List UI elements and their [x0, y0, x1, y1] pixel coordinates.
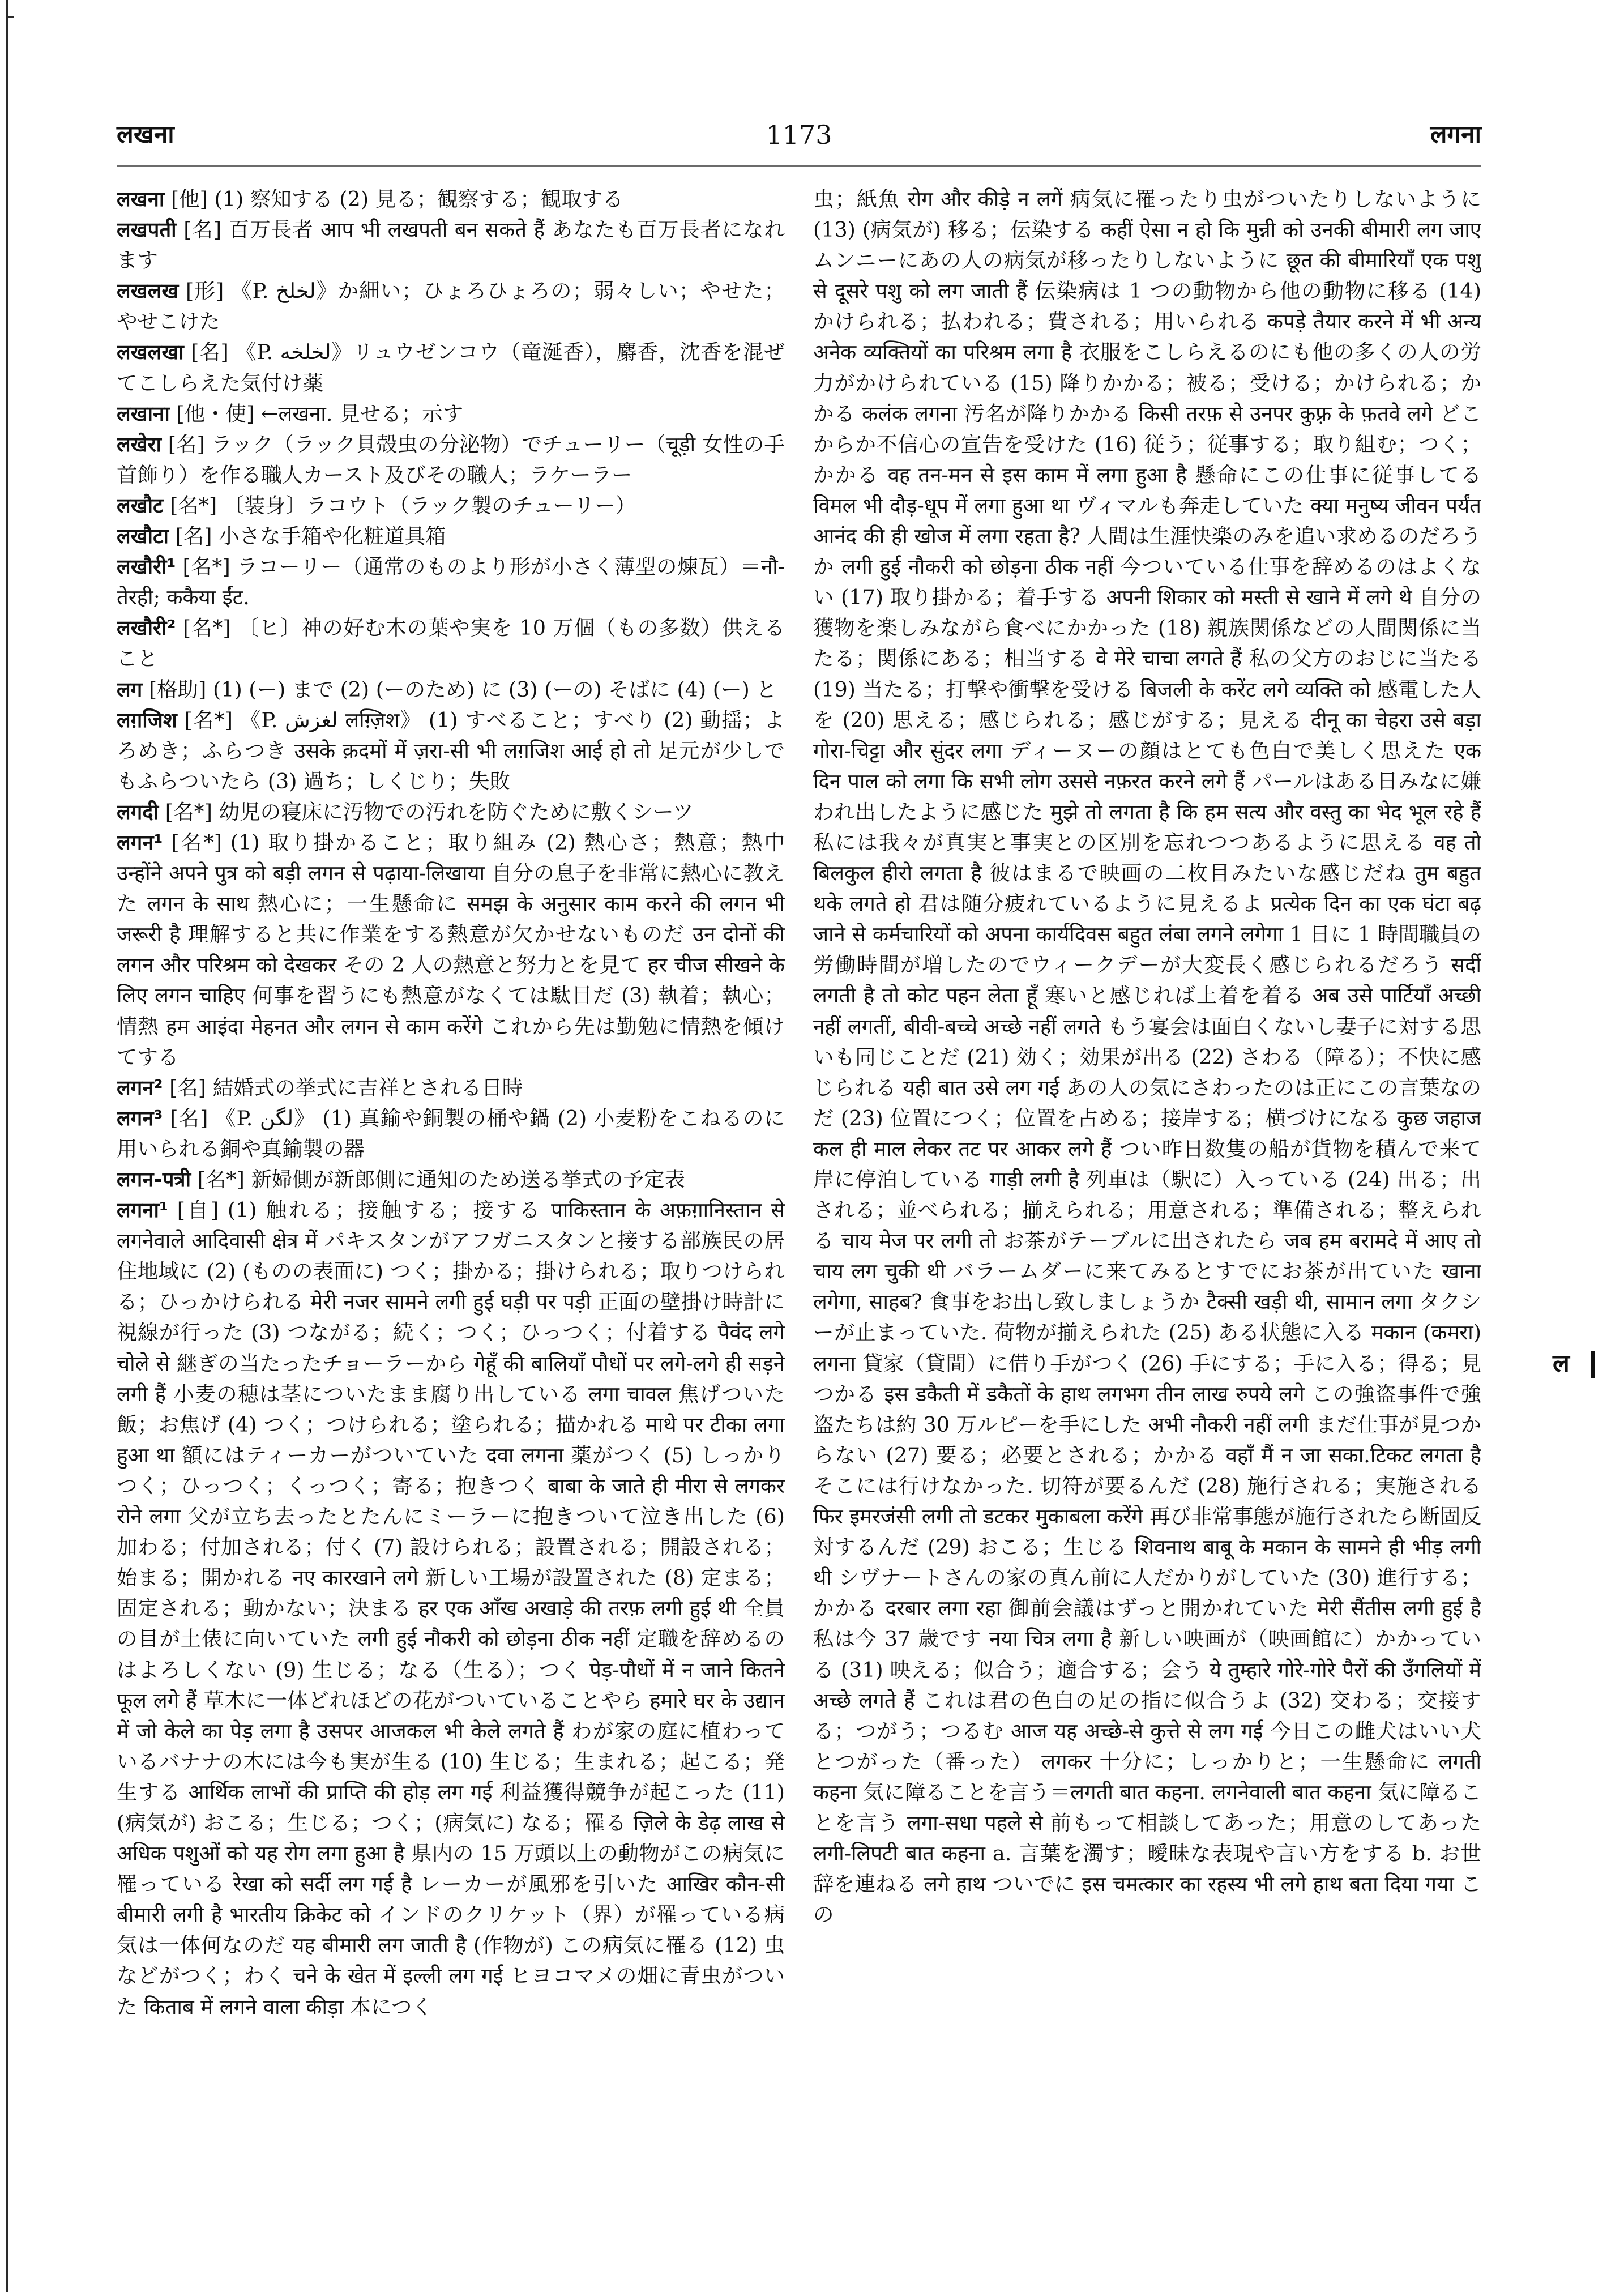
headword: लखना: [117, 187, 165, 211]
dictionary-entry: लगन³ [名] 《P. لگن》 (1) 真鍮や銅製の桶や鍋 (2) 小麦粉をこねるのに用いられる銅や真鍮製の器: [117, 1106, 785, 1161]
headword: लगन¹: [117, 830, 163, 855]
dictionary-entry: लगन¹ [名*] (1) 取り掛かること；取り組み (2) 熱心さ；熱意；熱中 उन्होंने अपने पुत्र को बड़ी लगन से पढ़ाया-लिखाया 自分の息子を非常に熱心に教えた लगन के साथ 熱心に；一生懸命に समझ के अनुसार काम करने की लगन भी जरूरी है 理解すると共に作業をする熱意が欠かせないものだ उन दोनों की लगन और परिश्रम को देखकर その 2 人の熱意と努力とを見て हर चीज सीखने के लिए लगन चाहिए 何事を習うにも熱意がなくては駄目だ (3) 執着；執心；情熱 हम आइंदा मेहनत और लगन से काम करेंगे これから先は勤勉に情熱を傾けてする: [117, 830, 785, 1069]
scan-tick: [6, 16, 14, 18]
headword: लगदी: [117, 799, 159, 824]
headword: लग: [117, 677, 143, 702]
dictionary-entry: लगन-पत्री [名*] 新婦側が新郎側に通知のため送る挙式の予定表: [117, 1167, 685, 1192]
headword: लगन³: [117, 1106, 163, 1130]
dictionary-entry: लखना [他] (1) 察知する (2) 見る；観察する；観取する: [117, 187, 623, 211]
dictionary-entry: लगना¹ [自] (1) 触れる；接触する；接する पाकिस्तान के अफ़ग़ानिस्तान से लगनेवाले आदिवासी क्षेत्र में パキスタンがアフガニスタンと接する部族民の居住地域に (2) (ものの表面に) つく；掛かる；掛けられる；取りつけられる；ひっかけられる मेरी नजर सामने लगी हुई घड़ी पर पड़ी 正面の壁掛け時計に視線が行った (3) つながる；続く；つく；ひっつく；付着する पैवंद लगे चोले से 継ぎの当たったチョーラーから गेहूँ की बालियाँ पौधों पर लगे-लगे ही सड़ने लगी हैं 小麦の穂は茎についたまま腐り出している लगा चावल 焦げついた飯；お焦げ (4) つく；つけられる；塗られる；描かれる माथे पर टीका लगा हुआ था 額にはティーカーがついていた दवा लगना 薬がつく (5) しっかりつく；ひっつく；くっつく；寄る；抱きつく बाबा के जाते ही मीरा से लगकर रोने लगा 父が立ち去ったとたんにミーラーに抱きついて泣き出した (6) 加わる；付加される；付く (7) 設けられる；設置される；開設される；始まる；開かれる नए कारखाने लगे 新しい工場が設置された (8) 定まる；固定される；動かない；決まる हर एक आँख अखाड़े की तरफ़ लगी हुई थी 全員の目が土俵に向いていた लगी हुई नौकरी को छोड़ना ठीक नहीं 定職を辞めるのはよろしくない (9) 生じる；なる（生る）；つく पेड़-पौधों में न जाने कितने फूल लगे हैं 草木に一体どれほどの花がついていることやら हमारे घर के उद्यान में जो केले का पेड़ लगा है उसपर आजकल भी केले लगते हैं わが家の庭に植わっているバナナの木には今も実が生る (10) 生じる；生まれる；起こる；発生する आर्थिक लाभों की प्राप्ति की होड़ लग गई 利益獲得競争が起こった (11) (病気が) おこる；生じる；つく；(病気に) なる；罹る ज़िले के डेढ़ लाख से अधिक पशुओं को यह रोग लगा हुआ है 県内の 15 万頭以上の動物がこの病気に罹っている रेखा को सर्दी लग गई है レーカーが風邪を引いた आखिर कौन-सी बीमारी लगी है भारतीय क्रिकेट को インドのクリケット（界）が罹っている病気は一体何なのだ यह बीमारी लग जाती है (作物が) この病気に罹る (12) 虫などがつく；わく चने के खेत में इल्ली लग गई ヒヨコマメの畑に青虫がついた किताब में लगने वाला कीड़ा 本につく: [117, 1198, 785, 2019]
dictionary-entry: लगदी [名*] 幼児の寝床に汚物での汚れを防ぐために敷くシーツ: [117, 799, 694, 824]
dictionary-entry: लखाना [他・使] ←लखना. 見せる；示す: [117, 401, 464, 426]
thumb-index-bar: [1591, 1351, 1595, 1378]
headword: लखलखा: [117, 340, 184, 365]
headword: लखपती: [117, 217, 177, 242]
page-number: 1173: [766, 119, 832, 150]
headword: लखलख: [117, 279, 179, 304]
left-column: [117, 184, 785, 2251]
dictionary-entry: लखलख [形] 《P. لخلخ》か細い；ひょろひょろの；弱々しい；やせた；やせこけた: [117, 279, 785, 334]
page-header: [117, 112, 1481, 157]
dictionary-entry: लखौरी² [名*] 〔ヒ〕神の好む木の葉や実を 10 万個（もの多数）供えること: [117, 616, 785, 671]
thumb-index-letter: ल: [1553, 1349, 1570, 1378]
right-column: [813, 184, 1481, 2251]
headword: लगना¹: [117, 1198, 168, 1223]
headword: लखेरा: [117, 432, 161, 456]
headword: लखौरी¹: [117, 554, 176, 579]
headword: लखाना: [117, 401, 170, 426]
headword: लखौट: [117, 493, 164, 518]
dictionary-entry: लखौटा [名] 小さな手箱や化粧道具箱: [117, 524, 446, 549]
headword: लखौरी²: [117, 616, 176, 641]
running-head-left: लखना: [117, 120, 174, 149]
dictionary-entry: लखौरी¹ [名*] ラコーリー（通常のものより形が小さく薄型の煉瓦）＝नौ-तेरही; ककैया ईंट.: [117, 554, 785, 610]
dictionary-entry: लग [格助] (1) (ー) まで (2) (ーのため) に (3) (ーの) そばに (4) (ー) と: [117, 677, 777, 702]
scan-edge: [6, 0, 8, 2292]
headword: लगन-पत्री: [117, 1167, 191, 1192]
headword: लखौटा: [117, 524, 169, 549]
dictionary-entry: 虫；紙魚 रोग और कीड़े न लगें 病気に罹ったり虫がついたりしないように (13) (病気が) 移る；伝染する कहीं ऐसा न हो कि मुन्नी को उनकी बीमारी लग जाए ムンニーにあの人の病気が移ったりしないように छूत की बीमारियाँ एक पशु से दूसरे पशु को लग जाती हैं 伝染病は 1 つの動物から他の動物に移る (14) かけられる；払われる；費される；用いられる कपड़े तैयार करने में भी अन्य अनेक व्यक्तियों का परिश्रम लगा है 衣服をこしらえるのにも他の多くの人の労力がかけられている (15) 降りかかる；被る；受ける；かけられる；かかる कलंक लगना 汚名が降りかかる किसी तरफ़ से उनपर कुफ़्र के फ़तवे लगे どこからか不信心の宣告を受けた (16) 従う；従事する；取り組む；つく；かかる वह तन-मन से इस काम में लगा हुआ है 懸命にこの仕事に従事してる विमल भी दौड़-धूप में लगा हुआ था ヴィマルも奔走していた क्या मनुष्य जीवन पर्यंत आनंद की ही खोज में लगा रहता है? 人間は生涯快楽のみを追い求めるのだろうか लगी हुई नौकरी को छोड़ना ठीक नहीं 今ついている仕事を辞めるのはよくない (17) 取り掛かる；着手する अपनी शिकार को मस्ती से खाने में लगे थे 自分の獲物を楽しみながら食べにかかった (18) 親族関係などの人間関係に当たる；関係にある；相当する वे मेरे चाचा लगते हैं 私の父方のおじに当たる (19) 当たる；打撃や衝撃を受ける बिजली के करेंट लगे व्यक्ति को 感電した人を (20) 思える；感じられる；感じがする；見える दीनू का चेहरा उसे बड़ा गोरा-चिट्टा और सुंदर लगा ディーヌーの顔はとても色白で美しく思えた एक दिन पाल को लगा कि सभी लोग उससे नफ़रत करने लगे हैं パールはある日みなに嫌われ出したように感じた मुझे तो लगता है कि हम सत्य और वस्तु का भेद भूल रहे हैं 私には我々が真実と事実との区別を忘れつつあるように思える वह तो बिलकुल हीरो लगता है 彼はまるで映画の二枚目みたいな感じだね तुम बहुत थके लगते हो 君は随分疲れているように見えるよ प्रत्येक दिन का एक घंटा बढ़ जाने से कर्मचारियों को अपना कार्यदिवस बहुत लंबा लगने लगेगा 1 日に 1 時間職員の労働時間が増したのでウィークデーが大変長く感じられるだろう सर्दी लगती है तो कोट पहन लेता हूँ 寒いと感じれば上着を着る अब उसे पार्टियाँ अच्छी नहीं लगतीं, बीवी-बच्चे अच्छे नहीं लगते もう宴会は面白くないし妻子に対する思いも同じことだ (21) 効く；効果が出る (22) さわる（障る）；不快に感じられる यही बात उसे लग गई あの人の気にさわったのは正にこの言葉なのだ (23) 位置につく；位置を占める；接岸する；横づけになる कुछ जहाज कल ही माल लेकर तट पर आकर लगे हैं つい昨日数隻の船が貨物を積んで来て岸に停泊している गाड़ी लगी है 列車は（駅に）入っている (24) 出る；出される；並べられる；揃えられる；用意される；準備される；整えられる चाय मेज पर लगी तो お茶がテーブルに出されたら जब हम बरामदे में आए तो चाय लग चुकी थी バラームダーに来てみるとすでにお茶が出ていた खाना लगेगा, साहब? 食事をお出し致しましょうか टैक्सी खड़ी थी, सामान लगा タクシーが止まっていた. 荷物が揃えられた (25) ある状態に入る मकान (कमरा) लगना 貸家（貸間）に借り手がつく (26) 手にする；手に入る；得る；見つかる इस डकैती में डकैतों के हाथ लगभग तीन लाख रुपये लगे この強盗事件で強盗たちは約 30 万ルピーを手にした अभी नौकरी नहीं लगी まだ仕事が見つからない (27) 要る；必要とされる；かかる वहाँ मैं न जा सका.टिकट लगता है そこには行けなかった. 切符が要るんだ (28) 施行される；実施される फिर इमरजंसी लगी तो डटकर मुकाबला करेंगे 再び非常事態が施行されたら断固反対するんだ (29) おこる；生じる शिवनाथ बाबू के मकान के सामने ही भीड़ लगी थी シヴナートさんの家の真ん前に人だかりがしていた (30) 進行する；かかる दरबार लगा रहा 御前会議はずっと開かれていた मेरी सैंतीस लगी हुई है 私は今 37 歳です नया चित्र लगा है 新しい映画が（映画館に）かかっている (31) 映える；似合う；適合する；会う ये तुम्हारे गोरे-गोरे पैरों की उँगलियों में अच्छे लगते हैं これは君の色白の足の指に似合うよ (32) 交わる；交接する；つがう；つるむ आज यह अच्छे-से कुत्ते से लग गई 今日この雌犬はいい犬とつがった（番った） लगकर 十分に；しっかりと；一生懸命に लगती कहना 気に障ることを言う＝लगती बात कहना. लगनेवाली बात कहना 気に障ることを言う लगा-सधा पहले से 前もって相談してあった；用意のしてあった लगी-लिपटी बात कहना a. 言葉を濁す；曖昧な表現や言い方をする b. お世辞を連ねる लगे हाथ ついでに इस चमत्कार का रहस्य भी लगे हाथ बता दिया गया この: [813, 187, 1481, 1927]
dictionary-entry: लखपती [名] 百万長者 आप भी लखपती बन सकते हैं あなたも百万長者になれます: [117, 217, 785, 273]
dictionary-entry: लखौट [名*] 〔装身〕ラコウト（ラック製のチューリー）: [117, 493, 636, 518]
header-divider: [117, 165, 1481, 167]
headword: लग़जिश: [117, 707, 177, 732]
dictionary-entry: लखेरा [名] ラック（ラック貝殻虫の分泌物）でチューリー（चूड़ी 女性の手首飾り）を作る職人カースト及びその職人；ラケーラー: [117, 432, 785, 487]
dictionary-entry: लग़जिश [名*] 《P. لغزش लग़्ज़िश》 (1) すべること；すべり (2) 動揺；よろめき；ふらつき उसके क़दमों में ज़रा-सी भी लग़जिश आई हो तो 足元が少しでもふらついたら (3) 過ち；しくじり；失敗: [117, 707, 785, 793]
dictionary-entry: लखलखा [名] 《P. لخلخه》リュウゼンコウ（竜涎香），麝香，沈香を混ぜてこしらえた気付け薬: [117, 340, 785, 395]
headword: लगन²: [117, 1075, 163, 1100]
running-head-right: लगना: [1430, 120, 1481, 149]
dictionary-entry: लगन² [名] 結婚式の挙式に吉祥とされる日時: [117, 1075, 523, 1100]
